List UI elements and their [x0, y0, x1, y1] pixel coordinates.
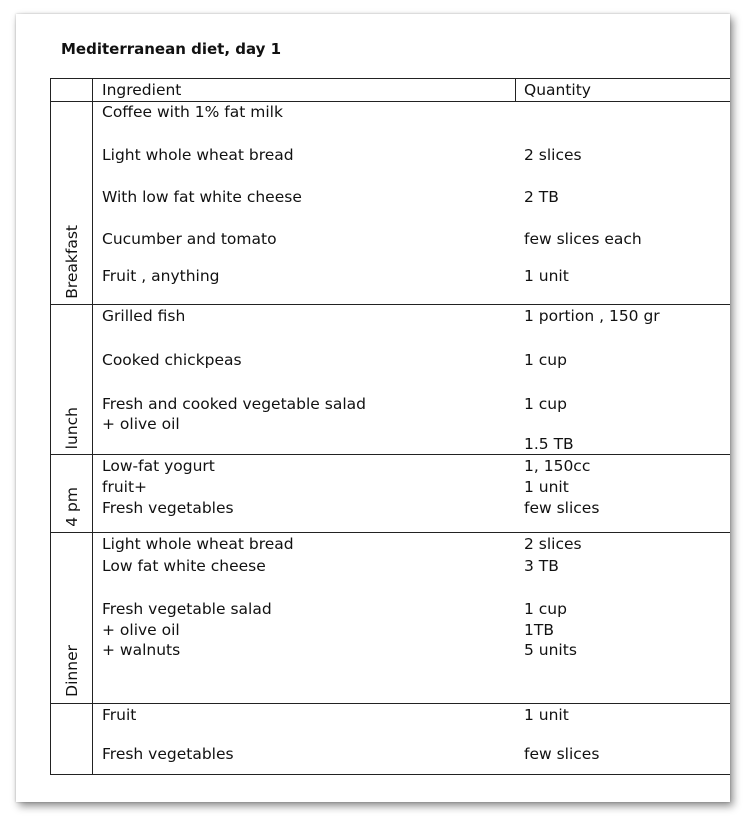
section-label-4pm: 4 pm [62, 487, 81, 527]
section-label-lunch: lunch [62, 406, 81, 449]
header-quantity: Quantity [524, 81, 591, 99]
ingredient-cell: + olive oil [102, 621, 180, 639]
header-column-divider [515, 79, 516, 101]
ingredient-cell: Fresh and cooked vegetable salad [102, 395, 366, 413]
quantity-cell: 1 cup [524, 351, 567, 369]
quantity-cell: 2 TB [524, 188, 559, 206]
ingredient-cell: Cooked chickpeas [102, 351, 242, 369]
quantity-cell: 1TB [524, 621, 554, 639]
quantity-cell: 1 unit [524, 706, 569, 724]
ingredient-cell: Cucumber and tomato [102, 230, 277, 248]
diet-table [50, 78, 730, 775]
ingredient-cell: Low fat white cheese [102, 557, 266, 575]
section-label-breakfast: Breakfast [62, 225, 81, 299]
section-divider-lunch [51, 304, 730, 305]
section-divider-snack [51, 454, 730, 455]
section-divider-dinner [51, 532, 730, 533]
section-divider-evening [51, 703, 730, 704]
quantity-cell: 1 cup [524, 395, 567, 413]
section-label-dinner: Dinner [62, 645, 81, 697]
quantity-cell: 1 unit [524, 478, 569, 496]
ingredient-cell: Fresh vegetable salad [102, 600, 272, 618]
ingredient-cell: Grilled fish [102, 307, 186, 325]
ingredient-cell: With low fat white cheese [102, 188, 302, 206]
ingredient-cell: + olive oil [102, 415, 180, 433]
document-title: Mediterranean diet, day 1 [61, 40, 282, 58]
ingredient-cell: Light whole wheat bread [102, 535, 294, 553]
header-ingredient: Ingredient [102, 81, 182, 99]
quantity-cell: 5 units [524, 641, 577, 659]
quantity-cell: 1 portion , 150 gr [524, 307, 660, 325]
quantity-cell: 1.5 TB [524, 435, 574, 453]
quantity-cell: 1 cup [524, 600, 567, 618]
quantity-cell: 3 TB [524, 557, 559, 575]
ingredient-cell: Low-fat yogurt [102, 457, 215, 475]
ingredient-cell: Light whole wheat bread [102, 146, 294, 164]
quantity-cell: 2 slices [524, 146, 582, 164]
side-column-divider [92, 79, 93, 774]
quantity-cell: 2 slices [524, 535, 582, 553]
quantity-cell: few slices [524, 499, 600, 517]
ingredient-cell: + walnuts [102, 641, 181, 659]
quantity-cell: few slices [524, 745, 600, 763]
ingredient-cell: fruit+ [102, 478, 148, 496]
ingredient-cell: Coffee with 1% fat milk [102, 103, 283, 121]
header-divider [51, 101, 730, 102]
quantity-cell: 1, 150cc [524, 457, 591, 475]
ingredient-cell: Fruit , anything [102, 267, 220, 285]
document-page [16, 14, 730, 802]
ingredient-cell: Fruit [102, 706, 137, 724]
quantity-cell: 1 unit [524, 267, 569, 285]
ingredient-cell: Fresh vegetables [102, 499, 234, 517]
section-label-evening [51, 704, 92, 768]
quantity-cell: few slices each [524, 230, 642, 248]
ingredient-cell: Fresh vegetables [102, 745, 234, 763]
